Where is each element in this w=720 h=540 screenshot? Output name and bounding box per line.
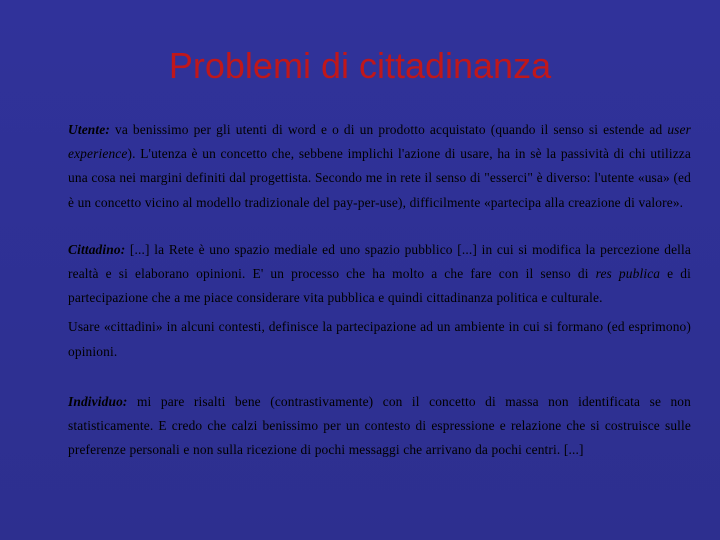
paragraph-cittadino (68, 238, 691, 311)
slide-title: Problemi di cittadinanza (168, 45, 552, 86)
text-cittadino-1: [...] la Rete è uno spazio mediale ed uno spazio pubblico [...] in cui si modifica la percezione della realtà e si elaborano opinioni. E' un processo che ha molto a che fare con il senso di (68, 241, 691, 282)
text-utente-1: va benissimo per gli utenti di word e o di un prodotto acquistato (quando il senso si estende ad (109, 122, 668, 137)
paragraph-utente (68, 118, 691, 215)
paragraph-cittadini (68, 315, 691, 363)
text-cittadini: Usare «cittadini» in alcuni contesti, definisce la partecipazione ad un ambiente in cui si formano (ed esprimono) opinioni. (68, 319, 691, 359)
paragraph-individuo (68, 390, 691, 463)
term-individuo: Individuo: (68, 393, 128, 409)
term-cittadino: Cittadino: (68, 241, 126, 257)
text-cittadino-italic: res publica (595, 266, 661, 282)
text-utente-italic: user experience (68, 122, 691, 162)
text-individuo-1: mi pare risalti bene (contrastivamente) con il concetto di massa non identificata se non statisticamente. E credo che calzi benissimo per un contesto di espressione e relazione che si costruisce sulle preferenze personali e non sulla ricezione di pochi messaggi che arrivano da pochi centri. [...] (68, 393, 691, 458)
text-utente-2: ). L'utenza è un concetto che, sebbene implichi l'azione di usare, ha in sè la passività di chi utilizza una cosa nei margini definiti dal progettista. Secondo me in rete il senso di "esserci" è diverso: l'utente «usa» (ed è un concetto vicino al modello tradizionale del pay-per-use), difficilmente «partecipa alla creazione di valore». (68, 146, 691, 210)
slide-body (68, 118, 691, 462)
term-utente: Utente: (68, 122, 110, 137)
text-cittadino-2: e di partecipazione che a me piace considerare vita pubblica e quindi cittadinanza politica e culturale. (68, 266, 691, 306)
